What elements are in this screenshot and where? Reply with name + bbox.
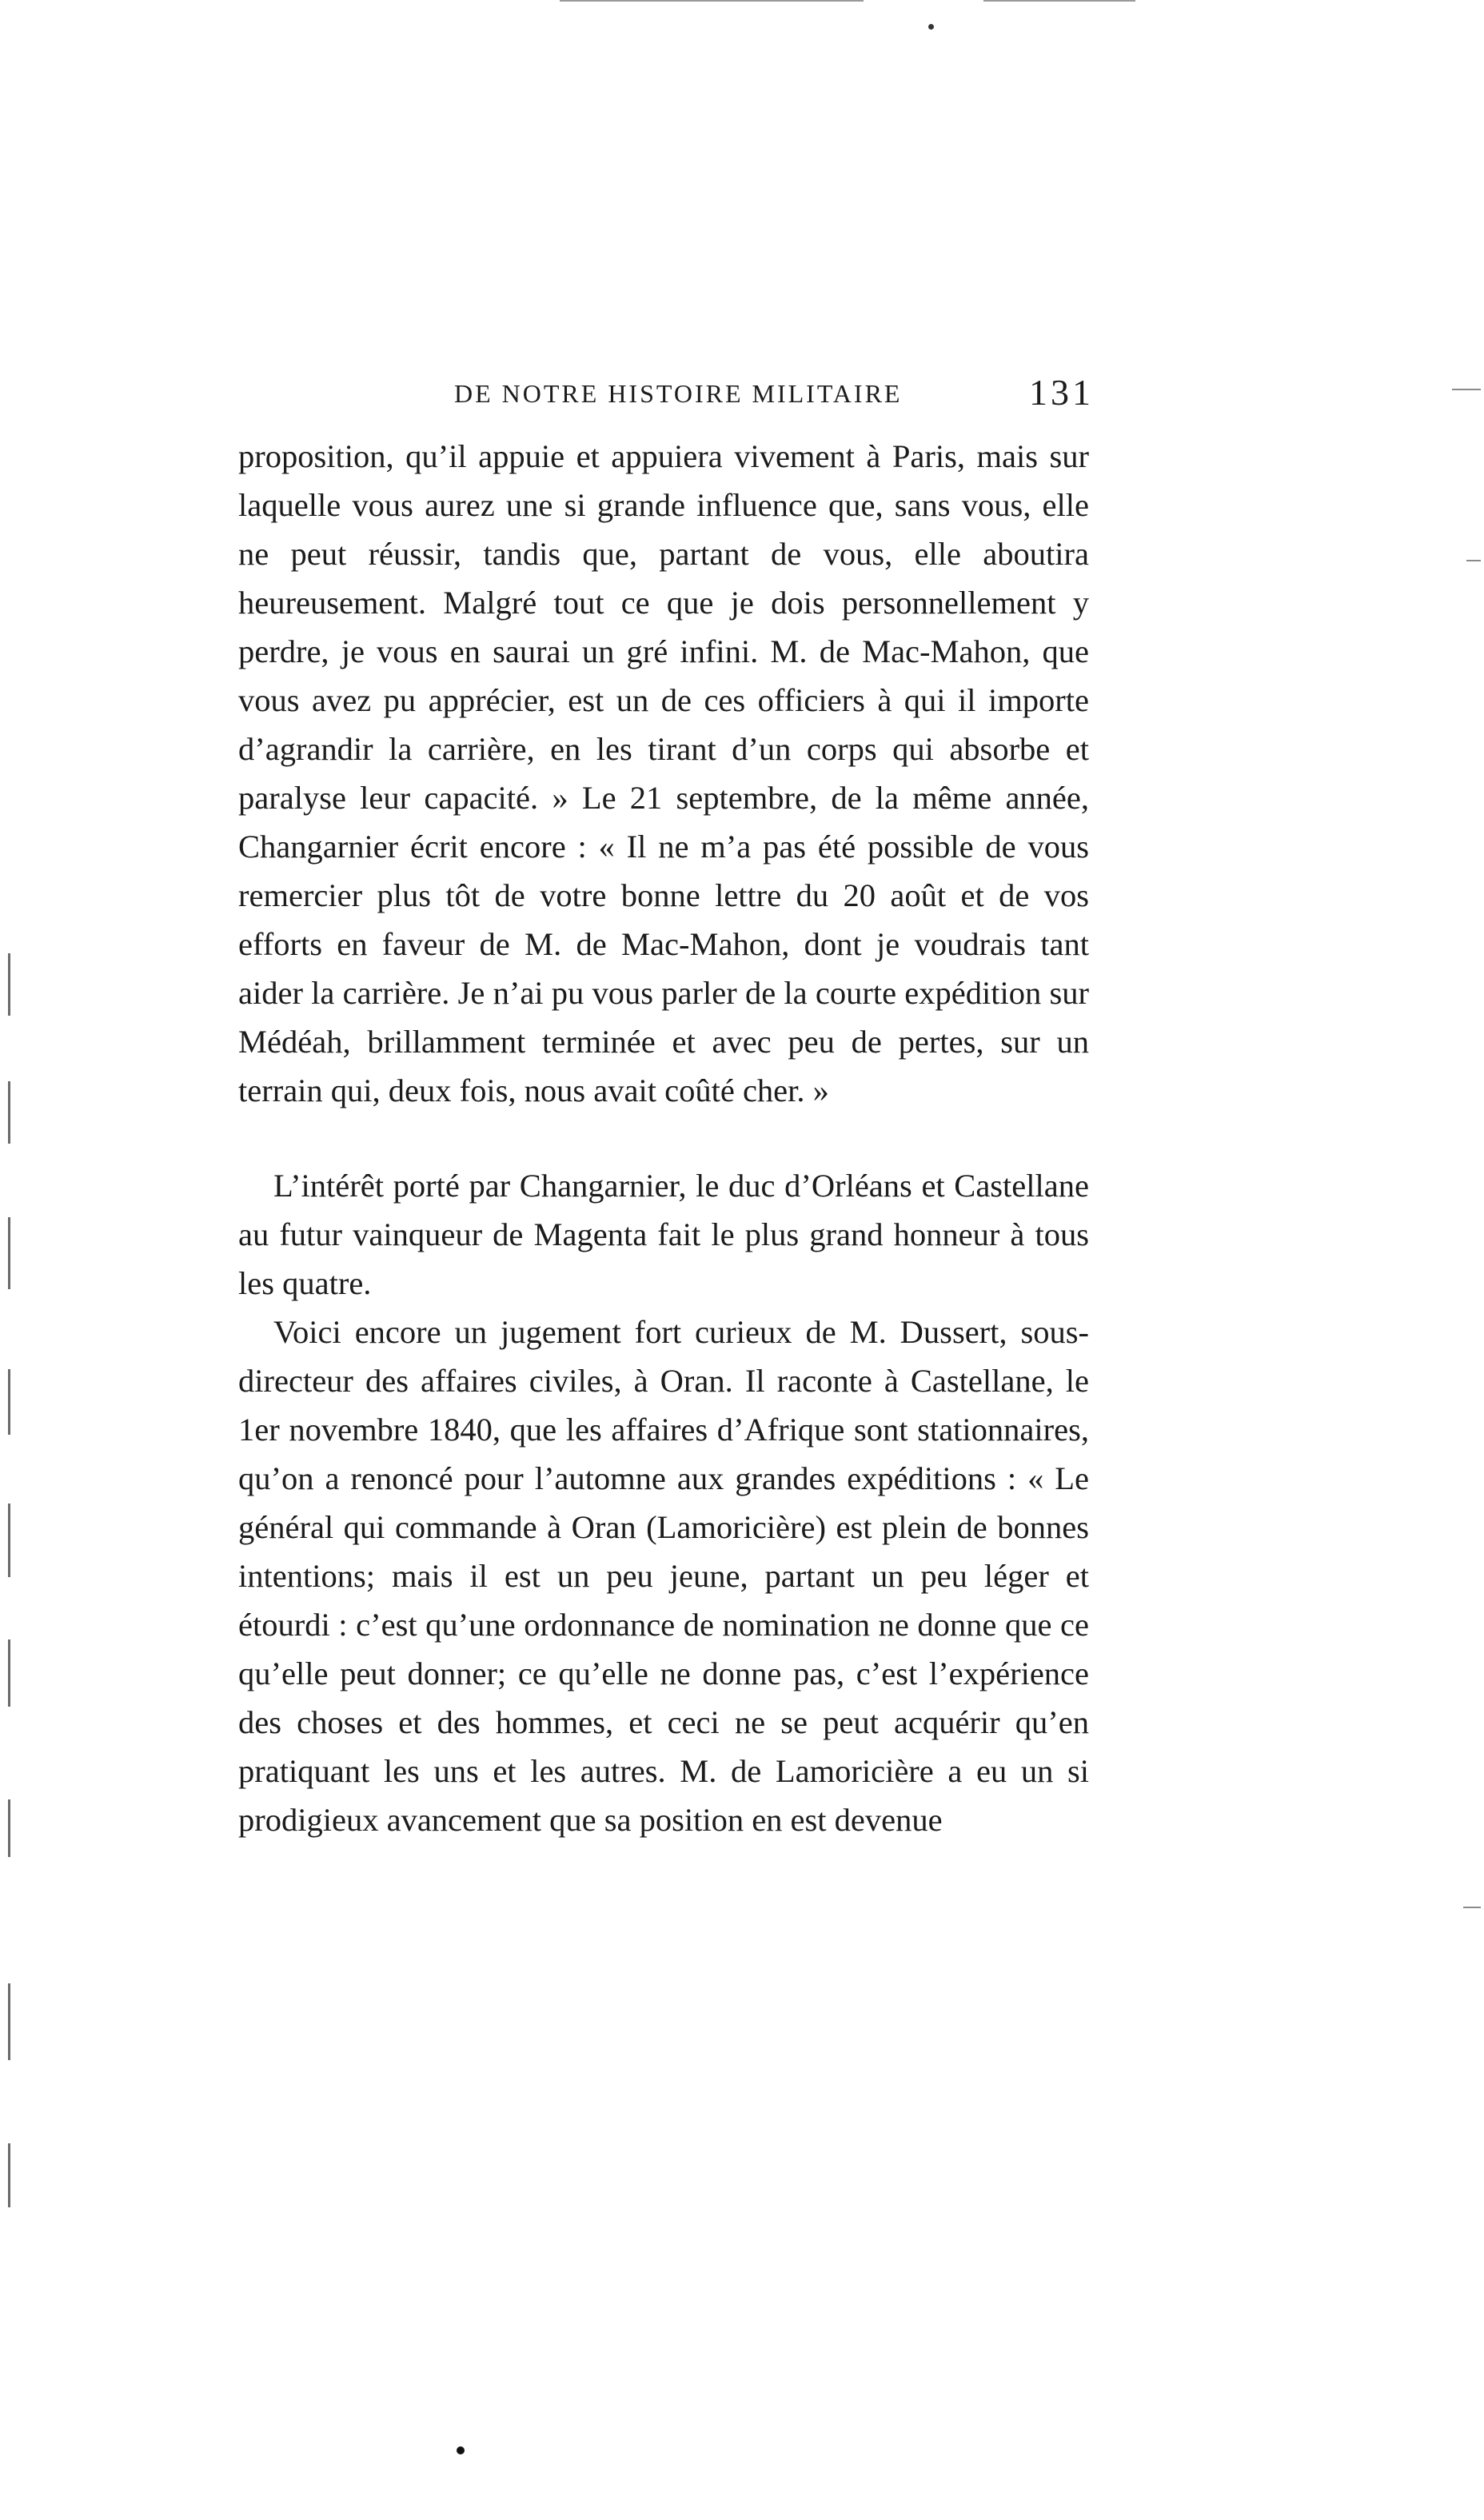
- running-head-title: DE NOTRE HISTOIRE MILITAIRE: [454, 379, 903, 408]
- scan-edge-mark: [8, 1799, 10, 1857]
- scan-edge-mark: [8, 1983, 10, 2060]
- scan-edge-mark: [8, 1081, 10, 1144]
- scan-edge-mark: [8, 1369, 10, 1435]
- running-head: [238, 372, 1094, 422]
- page-number: 131: [1029, 372, 1094, 413]
- scan-edge-dash: [1466, 560, 1481, 561]
- scan-speck: [457, 2446, 465, 2454]
- body-text: [238, 432, 1089, 1844]
- scan-top-rule: [983, 0, 1135, 2]
- paragraph: Voici encore un jugement fort curieux de M. Dussert, sous-directeur des affaires civiles, à Oran. Il raconte à Castellane, le 1er novembre 1840, que les affaires d’Afrique sont stationnaires, qu’on a renoncé pour l’automne aux grandes expéditions : « Le général qui commande à Oran (Lamoricière) est plein de bonnes intentions; mais il est un peu jeune, partant un peu léger et étourdi : c’est qu’une ordonnance de nomination ne donne que ce qu’elle peut donner; ce qu’elle ne donne pas, c’est l’expérience des choses et des hommes, et ceci ne se peut acquérir qu’en pratiquant les uns et les autres. M. de Lamoricière a eu un si prodigieux avancement que sa position en est devenue: [238, 1314, 1089, 1838]
- scan-edge-mark: [8, 1639, 10, 1707]
- scan-edge-dash: [1452, 389, 1481, 390]
- scan-edge-mark: [8, 1504, 10, 1577]
- scan-top-rule: [560, 0, 864, 2]
- scan-edge-mark: [8, 2143, 10, 2207]
- scan-speck: [928, 24, 934, 30]
- paragraph: proposition, qu’il appuie et appuiera vivement à Paris, mais sur laquelle vous aurez une si grande influence que, sans vous, elle ne peut réussir, tandis que, partant de vous, elle aboutira heureusement. Malgré tout ce que je dois personnellement y perdre, je vous en saurai un gré infini. M. de Mac-Mahon, que vous avez pu apprécier, est un de ces officiers à qui il importe d’agrandir la carrière, en les tirant d’un corps qui absorbe et paralyse leur capacité. » Le 21 septembre, de la même année, Changarnier écrit encore : « Il ne m’a pas été possible de vous remercier plus tôt de votre bonne lettre du 20 août et de vos efforts en faveur de M. de Mac-Mahon, dont je voudrais tant aider la carrière. Je n’ai pu vous parler de la courte expédition sur Médéah, brillamment terminée et avec peu de pertes, sur un terrain qui, deux fois, nous avait coûté cher. »: [238, 438, 1089, 1108]
- scan-edge-mark: [8, 953, 10, 1016]
- scan-edge-mark: [8, 1217, 10, 1289]
- scan-edge-dash: [1463, 1907, 1481, 1908]
- paragraph: L’intérêt porté par Changarnier, le duc d’Orléans et Castellane au futur vainqueur de Magenta fait le plus grand honneur à tous les quatre.: [238, 1168, 1089, 1301]
